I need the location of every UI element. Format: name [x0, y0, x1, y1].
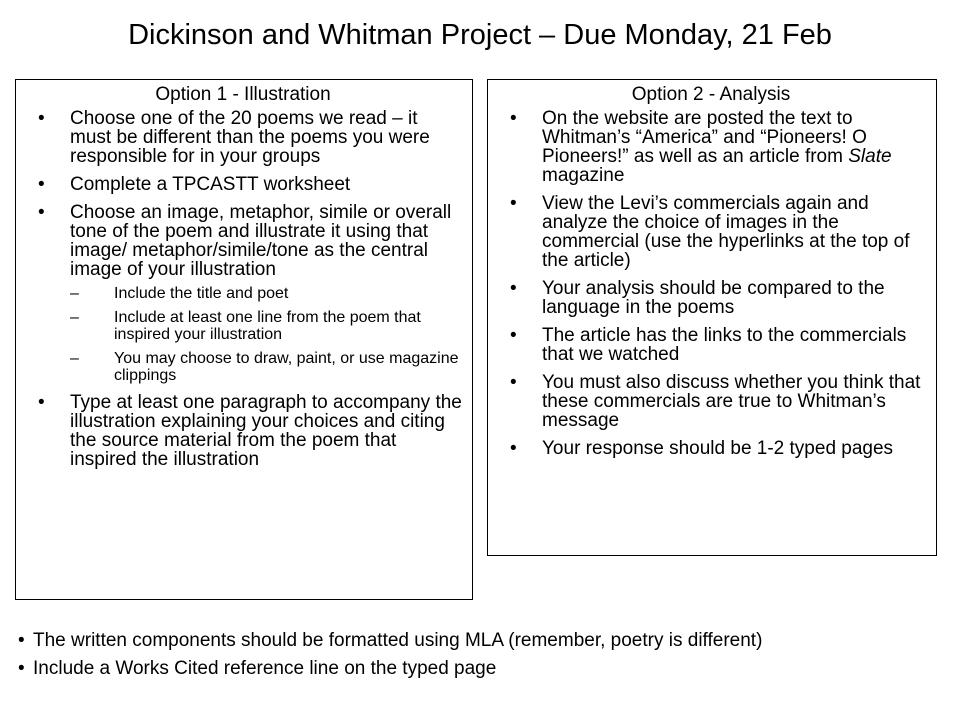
sub-list-item: – Include the title and poet	[70, 285, 462, 302]
sub-list	[70, 285, 462, 384]
list-item	[496, 109, 926, 185]
list-item: • You must also discuss whether you think that these commercials are true to Whitman’s message	[496, 373, 926, 430]
footer-bullet: • Include a Works Cited reference line on the typed page	[18, 658, 958, 680]
sub-list-item: – You may choose to draw, paint, or use magazine clippings	[70, 350, 462, 384]
list-item-text: Choose an image, metaphor, simile or overall tone of the poem and illustrate it using that image/ metaphor/simile/tone as the central image of your illustration	[70, 202, 452, 280]
footer-bullet: • The written components should be formatted using MLA (remember, poetry is different)	[18, 630, 958, 652]
page-title: Dickinson and Whitman Project – Due Monday, 21 Feb	[128, 19, 832, 51]
list-item: • The article has the links to the commercials that we watched	[496, 326, 926, 364]
option-2-box	[487, 79, 937, 556]
list-item: • View the Levi’s commercials again and analyze the choice of images in the commercial (use the hyperlinks at the top of the article)	[496, 194, 926, 270]
slate-italic: Slate	[848, 146, 892, 167]
sub-list-item: – Include at least one line from the poem that inspired your illustration	[70, 309, 462, 343]
list-item: • Complete a TPCASTT worksheet	[24, 175, 462, 194]
option-2-list	[496, 109, 926, 458]
list-item-text-end: magazine	[542, 165, 625, 186]
option-1-box	[15, 79, 473, 600]
option-1-heading: Option 1 - Illustration	[155, 84, 331, 105]
footer-notes	[18, 630, 958, 686]
list-item: • Choose one of the 20 poems we read – it must be different than the poems you were responsible for in your groups	[24, 109, 462, 166]
list-item: • Type at least one paragraph to accompany the illustration explaining your choices and citing the source material from the poem that inspired the illustration	[24, 393, 462, 469]
list-item-text: On the website are posted the text to Whitman’s “America” and “Pioneers! O Pioneers!” as well as an article from	[542, 108, 867, 167]
option-2-heading: Option 2 - Analysis	[631, 84, 791, 105]
list-item: • Your response should be 1-2 typed pages	[496, 439, 926, 458]
list-item: • Your analysis should be compared to the language in the poems	[496, 279, 926, 317]
option-1-list	[24, 109, 462, 469]
list-item	[24, 203, 462, 384]
